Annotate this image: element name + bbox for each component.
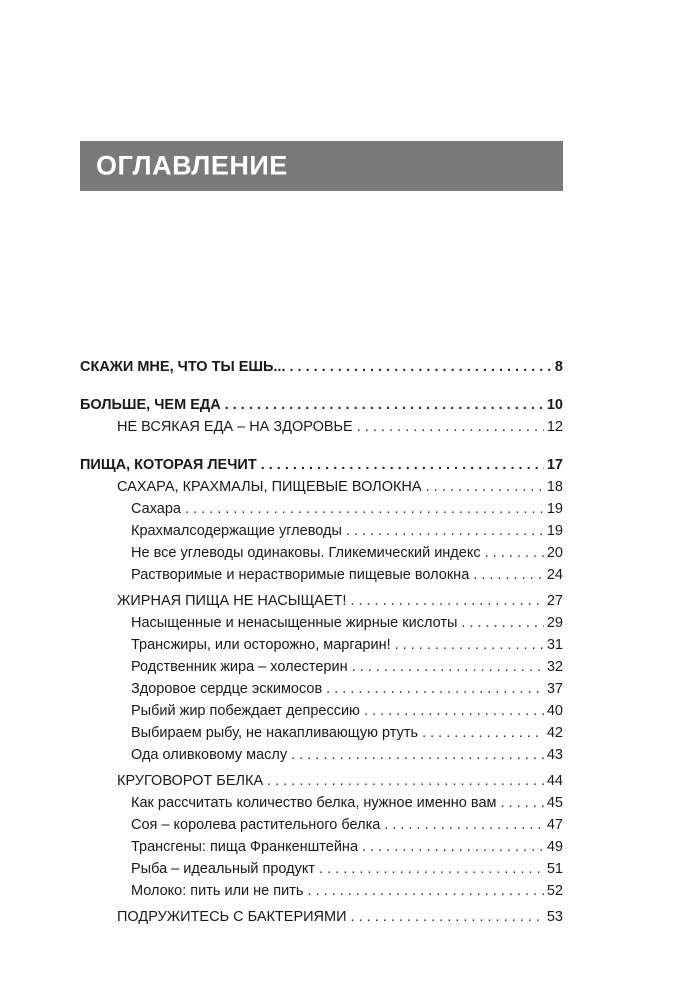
toc-entry-title: ПИЩА, КОТОРАЯ ЛЕЧИТ <box>80 457 257 473</box>
toc-page-number: 45 <box>546 795 563 811</box>
toc-leader-dots <box>473 564 544 586</box>
toc-entry[interactable] <box>80 700 563 722</box>
toc-entry-title: Насыщенные и ненасыщенные жирные кислоты <box>131 615 458 631</box>
toc-leader-dots <box>185 498 544 520</box>
toc-entry-title: Родственник жира – холестерин <box>131 659 348 675</box>
toc-entry[interactable] <box>80 880 563 902</box>
toc-entry[interactable] <box>80 520 563 542</box>
toc-entry[interactable] <box>80 792 563 814</box>
toc-entry[interactable] <box>80 634 563 656</box>
toc-entry[interactable] <box>80 590 563 612</box>
toc-page-number: 43 <box>546 747 563 763</box>
toc-page-number: 52 <box>546 883 563 899</box>
table-of-contents <box>80 356 563 928</box>
toc-entry-title: Сахара <box>131 501 181 517</box>
toc-page-number: 19 <box>546 523 563 539</box>
toc-leader-dots <box>422 722 544 744</box>
toc-leader-dots <box>364 700 544 722</box>
toc-leader-dots <box>395 634 544 656</box>
toc-leader-dots <box>357 416 544 438</box>
toc-page-number: 10 <box>546 397 563 413</box>
toc-entry[interactable] <box>80 744 563 766</box>
toc-entry-title: Рыба – идеальный продукт <box>131 861 316 877</box>
toc-entry-title: Крахмалсодержащие углеводы <box>131 523 342 539</box>
toc-leader-dots <box>384 814 544 836</box>
toc-page-number: 42 <box>546 725 563 741</box>
toc-entry[interactable] <box>80 498 563 520</box>
toc-leader-dots <box>291 744 544 766</box>
toc-page-number: 32 <box>546 659 563 675</box>
toc-leader-dots <box>461 612 543 634</box>
toc-page-number: 37 <box>546 681 563 697</box>
toc-page-number: 8 <box>554 359 563 375</box>
toc-leader-dots <box>261 454 544 476</box>
toc-entry-title: БОЛЬШЕ, ЧЕМ ЕДА <box>80 397 221 413</box>
toc-page-number: 44 <box>546 773 563 789</box>
toc-leader-dots <box>267 770 544 792</box>
toc-entry-title: Не все углеводы одинаковы. Гликемический индекс <box>131 545 481 561</box>
toc-leader-dots <box>352 656 544 678</box>
toc-entry-title: САХАРА, КРАХМАЛЫ, ПИЩЕВЫЕ ВОЛОКНА <box>117 479 422 495</box>
toc-entry[interactable] <box>80 416 563 438</box>
toc-page-number: 19 <box>546 501 563 517</box>
toc-page-number: 31 <box>546 637 563 653</box>
toc-page-number: 20 <box>546 545 563 561</box>
toc-leader-dots <box>500 792 543 814</box>
toc-leader-dots <box>307 880 543 902</box>
toc-entry-title: Трансжиры, или осторожно, маргарин! <box>131 637 391 653</box>
toc-leader-dots <box>350 590 543 612</box>
toc-entry[interactable] <box>80 814 563 836</box>
header-band <box>80 141 563 191</box>
toc-entry-title: Ода оливковому маслу <box>131 747 288 763</box>
toc-leader-dots <box>426 476 544 498</box>
toc-entry[interactable] <box>80 836 563 858</box>
toc-leader-dots <box>346 520 544 542</box>
toc-entry[interactable] <box>80 722 563 744</box>
toc-entry[interactable] <box>80 542 563 564</box>
toc-entry-title: Рыбий жир побеждает депрессию <box>131 703 360 719</box>
toc-entry[interactable] <box>80 656 563 678</box>
toc-leader-dots <box>289 356 551 378</box>
toc-page-number: 40 <box>546 703 563 719</box>
toc-entry-title: Выбираем рыбу, не накапливающую ртуть <box>131 725 419 741</box>
page-title: ОГЛАВЛЕНИЕ <box>96 150 288 181</box>
toc-leader-dots <box>362 836 544 858</box>
toc-page-number: 17 <box>546 457 563 473</box>
toc-page-number: 24 <box>546 567 563 583</box>
toc-entry[interactable] <box>80 476 563 498</box>
toc-page-number: 53 <box>546 909 563 925</box>
toc-leader-dots <box>351 906 544 928</box>
toc-entry-title: Растворимые и нерастворимые пищевые волокна <box>131 567 470 583</box>
toc-leader-dots <box>326 678 544 700</box>
toc-entry[interactable] <box>80 858 563 880</box>
toc-entry-title: Как рассчитать количество белка, нужное именно вам <box>131 795 497 811</box>
toc-entry[interactable] <box>80 678 563 700</box>
toc-leader-dots <box>485 542 544 564</box>
toc-page-number: 27 <box>546 593 563 609</box>
toc-entry[interactable] <box>80 394 563 416</box>
toc-entry-title: Молоко: пить или не пить <box>131 883 304 899</box>
toc-entry-title: КРУГОВОРОТ БЕЛКА <box>117 773 264 789</box>
toc-entry[interactable] <box>80 906 563 928</box>
toc-page-number: 12 <box>546 419 563 435</box>
toc-page-number: 47 <box>546 817 563 833</box>
toc-entry-title: ЖИРНАЯ ПИЩА НЕ НАСЫЩАЕТ! <box>117 593 347 609</box>
toc-entry-title: Здоровое сердце эскимосов <box>131 681 323 697</box>
toc-leader-dots <box>225 394 544 416</box>
toc-entry[interactable] <box>80 612 563 634</box>
toc-entry-title: Трансгены: пища Франкенштейна <box>131 839 359 855</box>
toc-page-number: 51 <box>546 861 563 877</box>
toc-page-number: 49 <box>546 839 563 855</box>
toc-entry[interactable] <box>80 356 563 378</box>
toc-entry-title: Соя – королева растительного белка <box>131 817 381 833</box>
toc-entry-title: СКАЖИ МНЕ, ЧТО ТЫ ЕШЬ... <box>80 359 286 375</box>
toc-entry-title: НЕ ВСЯКАЯ ЕДА – НА ЗДОРОВЬЕ <box>117 419 353 435</box>
toc-entry[interactable] <box>80 770 563 792</box>
toc-entry[interactable] <box>80 454 563 476</box>
toc-page-number: 29 <box>546 615 563 631</box>
toc-entry[interactable] <box>80 564 563 586</box>
toc-page-number: 18 <box>546 479 563 495</box>
toc-leader-dots <box>319 858 544 880</box>
toc-entry-title: ПОДРУЖИТЕСЬ С БАКТЕРИЯМИ <box>117 909 347 925</box>
